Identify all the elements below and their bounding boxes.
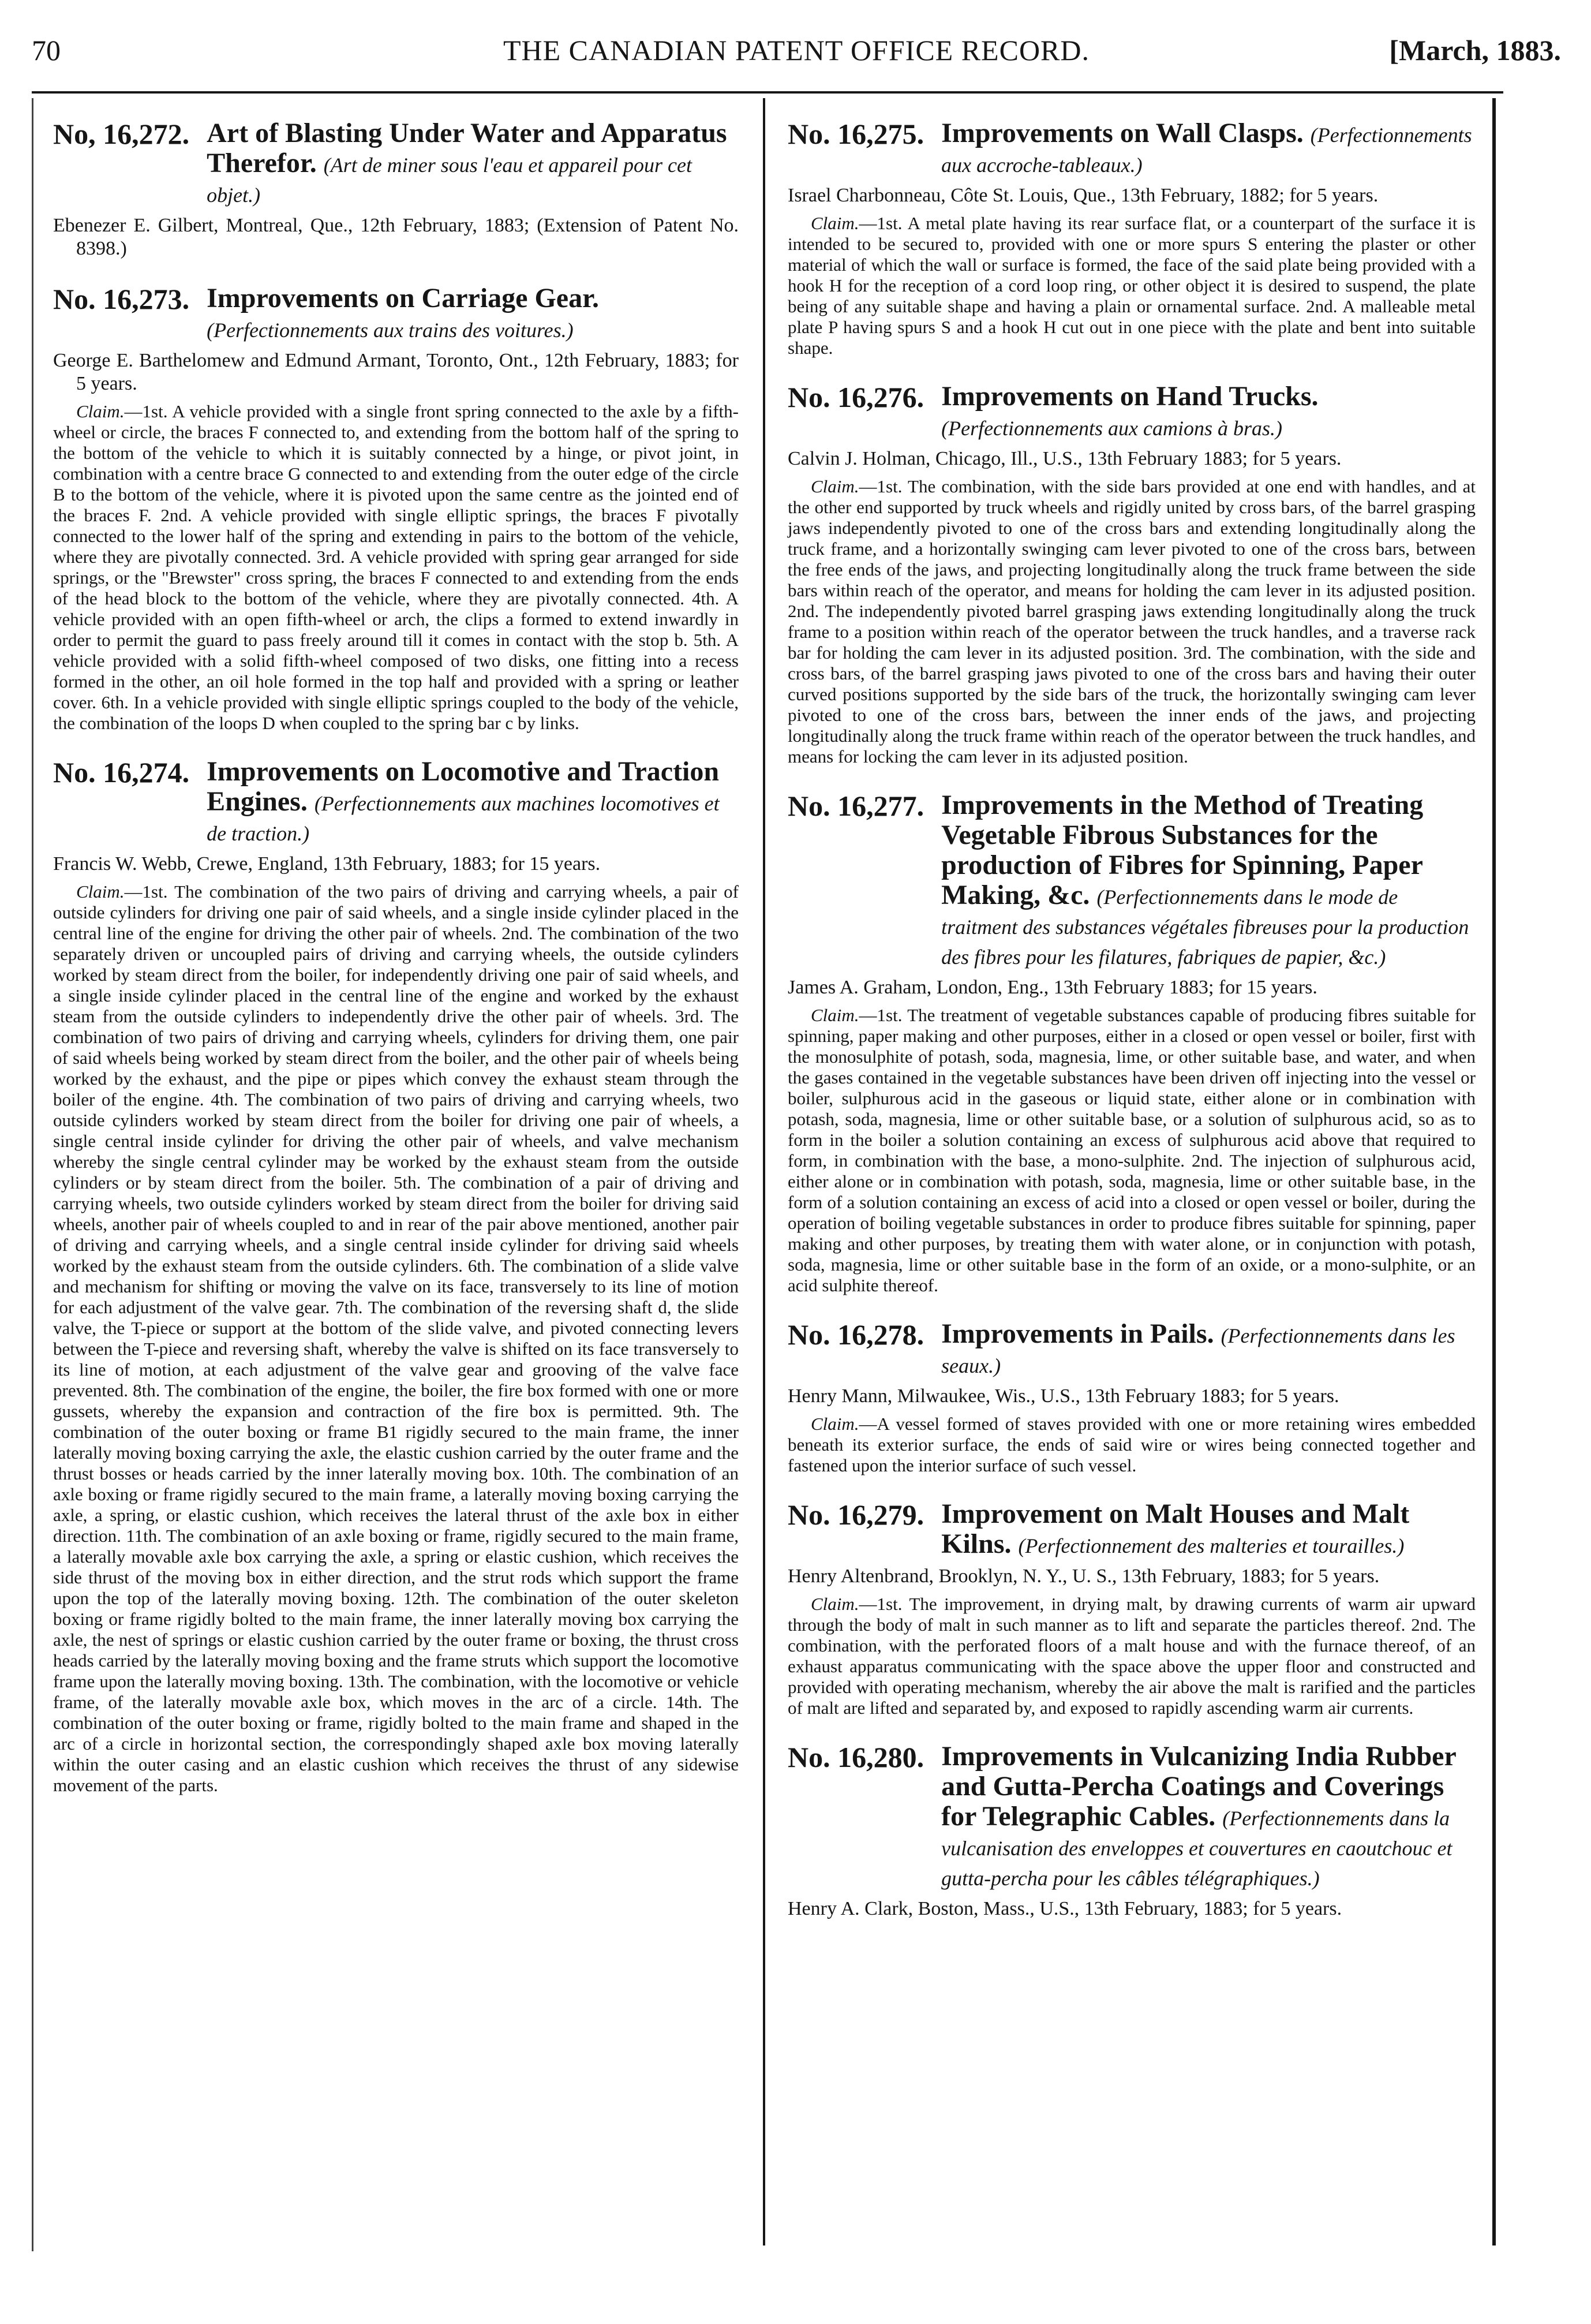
claim-body: —1st. The improvement, in drying malt, by drawing currents of warm air upward through the body of malt in such manner as to lift and separate the particles thereof. 2nd. The combination, with the perforated floors of a malt house and with the furnace thereof, of an exhaust apparatus communicating with the space above the upper floor and constructed and provided with operating mechanism, whereby the air above the malt is rarified and the particles of malt are lifted and separated by, and exposed to rapidly ascending warm air currents.: [788, 1594, 1476, 1718]
patent-title: [941, 1742, 1476, 1892]
patent-entry: [53, 757, 739, 1796]
claim-label: Claim.: [76, 401, 125, 421]
inventor-line: Francis W. Webb, Crewe, England, 13th February, 1883; for 15 years.: [53, 853, 601, 875]
patent-entry: [788, 790, 1476, 1296]
claim-text: [53, 881, 739, 1796]
patent-entry: [788, 382, 1476, 767]
patent-heading: [788, 382, 1476, 442]
french-title: (Perfectionnement des malteries et tourailles.): [1018, 1534, 1405, 1557]
page-frame-right-rule: [1492, 98, 1496, 2245]
patent-number: No. 16,274.: [53, 756, 190, 789]
inventor-line: George E. Barthelomew and Edmund Armant, Toronto, Ont., 12th February, 1883; for 5 years.: [53, 350, 739, 394]
running-head: [32, 33, 1561, 74]
french-title: (Perfectionnements aux machines locomotives et de traction.): [207, 792, 720, 845]
patent-title: [207, 283, 739, 343]
patent-title-block: [924, 790, 1476, 970]
patent-title-text: Improvements on Carriage Gear.: [207, 283, 600, 313]
claim-text: [788, 476, 1476, 767]
patent-number: No. 16,276.: [788, 381, 924, 413]
patent-title: [207, 757, 739, 847]
patent-number: No. 16,275.: [788, 118, 924, 150]
claim-text: [53, 401, 739, 734]
claim-label: Claim.: [811, 476, 859, 496]
french-title: (Perfectionnements dans les seaux.): [941, 1324, 1455, 1377]
claim-body: —1st. A metal plate having its rear surface flat, or a counterpart of the surface it is intended to be secured to, provided with one or more spurs S entering the plaster or other material of which the wall or surface is formed, the face of the said plate being provided with a hook H for the reception of a cord loop ring, or other object it is desired to suspend, the plate being of any suitable shape and having a plain or ornamental surface. 2nd. A malleable metal plate P having spurs S and a hook H cut out in one piece with the plate and bent into suitable shape.: [788, 213, 1476, 358]
claim-label: Claim.: [811, 1005, 859, 1025]
patent-heading: [788, 1742, 1476, 1892]
patent-title: [941, 790, 1476, 970]
issue-date: [March, 1883.: [1389, 34, 1561, 66]
claim-label: Claim.: [76, 881, 125, 902]
claim-label: Claim.: [811, 1414, 859, 1434]
patent-title-text: Art of Blasting Under Water and Apparatus Therefor.: [207, 118, 727, 178]
claim-label: Claim.: [811, 213, 859, 233]
patent-title: [207, 118, 739, 208]
claim-text: [788, 1414, 1476, 1476]
inventor-line: Israel Charbonneau, Côte St. Louis, Que., 13th February, 1882; for 5 years.: [788, 185, 1379, 206]
patent-entry: [788, 1319, 1476, 1476]
patent-title-block: [924, 1319, 1476, 1379]
claim-body: —1st. A vehicle provided with a single front spring connected to the axle by a fifth-wheel or circle, the braces F connected to, and extending from the bottom half of the spring to the bottom of the vehicle to which it is suitably connected by a hinge, or pivot joint, in combination with a centre brace G connected to and extending from the outer edge of the circle B to the bottom of the vehicle, where it is pivoted upon the same centre as the jointed end of the braces F. 2nd. A vehicle provided with single elliptic springs, the braces F pivotally connected to the lower half of the spring and extending in pairs to the bottom of the vehicle, where they are pivotally connected. 3rd. A vehicle provided with spring gear arranged for side springs, or the "Brewster" cross spring, the braces F connected to and extending from the ends of the head block to the bottom of the vehicle, where they are pivotally connected. 4th. A vehicle provided with an open fifth-wheel or arch, the clips a formed to extend inwardly in order to permit the guard to pass freely around till it comes in contact with the stop b. 5th. A vehicle provided with a solid fifth-wheel composed of two disks, one fitting into a recess formed in the other, an oil hole formed in the top half and provided with a spring or leather cover. 6th. In a vehicle provided with single elliptic springs coupled to the body of the vehicle, the combination of the loops D when coupled to the spring bar c by links.: [53, 401, 739, 733]
patent-title-text: Improvements in Vulcanizing India Rubber and Gutta-Percha Coatings and Coverings for Telegraphic Cables.: [941, 1741, 1456, 1832]
claim-text: [788, 213, 1476, 358]
patent-title-block: [189, 118, 739, 208]
inventor-line: Ebenezer E. Gilbert, Montreal, Que., 12th February, 1883; (Extension of Patent No. 8398.): [53, 215, 739, 259]
patent-number: No. 16,273.: [53, 283, 190, 315]
claim-body: —1st. The treatment of vegetable substances capable of producing fibres suitable for spinning, paper making and other purposes, either in a closed or open vessel or boiler, first with the monosulphite of potash, soda, magnesia, lime, or other suitable base, and water, and when the gases contained in the vegetable substances have been driven off injecting into the vessel or boiler, sulphurous acid in the gaseous or liquid state, either alone or in combination with potash, soda, magnesia, lime or other suitable base, or a solution of sulphurous acid, so as to form in the boiler a solution containing an excess of sulphurous acid above that required to form, in combination with the base, a mono-sulphite. 2nd. The injection of sulphurous acid, either alone or in combination with potash, soda, magnesia, lime or other suitable base, in the form of a solution containing an excess of acid into a closed or open vessel or boiler, during the operation of boiling vegetable substances in order to produce fibres suitable for spinning, paper making and other purposes, by treating them with water alone, or in conjunction with potash, soda, magnesia, lime or other suitable base in the form of an oxide, or a mono-sulphite, or an acid sulphite thereof.: [788, 1005, 1476, 1295]
patent-title-block: [189, 757, 739, 847]
inventor-line: Calvin J. Holman, Chicago, Ill., U.S., 13th February 1883; for 5 years.: [788, 448, 1342, 469]
patent-heading: [53, 283, 739, 343]
left-column: [53, 118, 739, 1819]
claim-body: —A vessel formed of staves provided with one or more retaining wires embedded beneath its exterior surface, the ends of said wire or wires being connected together and fastened upon the interior surface of such vessel.: [788, 1414, 1476, 1475]
french-title: (Perfectionnements dans la vulcanisation des enveloppes et couvertures en caoutchouc et gutta-percha pour les câbles télégraphiques.): [941, 1807, 1453, 1890]
claim-text: [788, 1005, 1476, 1296]
inventor-line: Henry Altenbrand, Brooklyn, N. Y., U. S., 13th February, 1883; for 5 years.: [788, 1565, 1380, 1587]
patent-title-text: Improvements in Pails.: [941, 1318, 1214, 1349]
patent-title-text: Improvements on Wall Clasps.: [941, 118, 1304, 148]
patent-title-block: [924, 1742, 1476, 1892]
patent-number: No, 16,272.: [53, 118, 190, 150]
patent-number: No. 16,278.: [788, 1318, 924, 1351]
right-column: [788, 118, 1476, 1944]
patent-entry: [53, 283, 739, 734]
patent-title: [941, 1499, 1476, 1559]
patent-entry: [788, 118, 1476, 358]
french-title: (Art de miner sous l'eau et appareil pour cet objet.): [207, 154, 692, 207]
french-title: (Perfectionnements aux camions à bras.): [941, 417, 1282, 440]
column-divider: [763, 98, 765, 2245]
patent-title-block: [924, 1499, 1476, 1559]
patent-title-block: [924, 382, 1476, 442]
patent-title: [941, 382, 1476, 442]
french-title: (Perfectionnements aux accroche-tableaux.): [941, 124, 1472, 177]
claim-text: [788, 1594, 1476, 1718]
french-title: (Perfectionnements dans le mode de traitment des substances végétales fibreuses pour la production des fibres pour les filatures, fabriques de papier, &c.): [941, 885, 1469, 969]
claim-body: —1st. The combination of the two pairs of driving and carrying wheels, a pair of outside cylinders for driving one pair of said wheels, and a single inside cylinder placed in the central line of the engine for driving the other pair of wheels. 2nd. The combination of the two separately driven or uncoupled pairs of driving and carrying wheels, the outside cylinders worked by steam direct from the boiler, for independently driving one pair of said wheels, and a single inside cylinder placed in the central line of the engine and worked by the exhaust steam from the outside cylinders to independently drive the other pair of wheels. 3rd. The combination of two pairs of driving and carrying wheels, cylinders for driving them, one pair of said wheels being worked by steam direct from the boiler, and the other pair of wheels being worked by the exhaust, and the pipe or pipes which convey the exhaust steam through the boiler of the engine. 4th. The combination of two pairs of driving and carrying wheels, two outside cylinders worked by steam direct from the boiler for driving one pair of wheels, a single central inside cylinder for driving the other pair of wheels, and valve mechanism whereby the single central cylinder may be worked by the exhaust steam from the outside cylinders or by steam direct from the boiler. 5th. The combination of a pair of driving and carrying wheels, two outside cylinders worked by steam direct from the boiler for driving said wheels, another pair of wheels coupled to and in rear of the pair above mentioned, another pair of driving and carrying wheels, and a single central inside cylinder for driving said wheels worked by the exhaust steam from the outside cylinders. 6th. The combination of a slide valve and mechanism for shifting or moving the valve on its face, transversely to its line of motion for each adjustment of the valve gear. 7th. The combination of the reversing shaft d, the slide valve, the T-piece or support at the bottom of the slide valve, and pivoted connecting levers between the T-piece and reversing shaft, whereby the valve is shifted on its face transversely to its line of motion, at each adjustment of the valve gear and grooving of the valve face prevented. 8th. The combination of the engine, the boiler, the fire box formed with one or more gussets, whereby the expansion and contraction of the fire box is permitted. 9th. The combination of the outer boxing or frame B1 rigidly secured to the main frame, the inner laterally moving boxing carrying the axle, the elastic cushion carried by the outer frame and the thrust bosses or heads carried by the inner laterally moving box. 10th. The combination of an axle boxing or frame rigidly secured to the main frame, a laterally moving boxing carrying the axle, a spring, or elastic cushion, which receives the lateral thrust of the axle box in either direction. 11th. The combination of an axle boxing or frame, rigidly secured to the main frame, a laterally movable axle box carrying the axle, a spring or elastic cushion, which receives the side thrust of the moving box in either direction, and the strut rods which support the frame upon the top of the laterally moving boxing. 12th. The combination of the outer skeleton boxing or frame rigidly bolted to the main frame, the inner laterally moving box carrying the axle, the nest of springs or elastic cushion carried by the outer frame or boxing, the thrust cross heads carried by the laterally moving boxing and the frame struts which support the locomotive frame upon the laterally moving boxing. 13th. The combination, with the locomotive or vehicle frame, of the laterally movable axle box, which moves in the arc of a circle. 14th. The combination of the outer boxing or frame, rigidly bolted to the main frame and shaped in the arc of a circle in horizontal section, the correspondingly shaped axle box moving laterally within the outer casing and an elastic cushion which receives the thrust of any sidewise movement of the parts.: [53, 881, 739, 1795]
patent-title-text: Improvements in the Method of Treating Vegetable Fibrous Substances for the production of Fibres for Spinning, Paper Making, &c.: [941, 790, 1424, 910]
patent-entry: [53, 118, 739, 260]
patent-entry: [788, 1499, 1476, 1718]
patent-heading: [788, 790, 1476, 970]
patent-number: No. 16,279.: [788, 1499, 924, 1531]
patent-heading: [788, 1319, 1476, 1379]
patent-number: No. 16,280.: [788, 1741, 924, 1773]
patent-heading: [53, 757, 739, 847]
patent-heading: [788, 1499, 1476, 1559]
inventor-line: Henry A. Clark, Boston, Mass., U.S., 13th February, 1883; for 5 years.: [788, 1898, 1342, 1919]
french-title: (Perfectionnements aux trains des voitures.): [207, 319, 574, 342]
patent-title-text: Improvements on Locomotive and Traction Engines.: [207, 756, 720, 817]
patent-title-block: [189, 283, 739, 343]
patent-entry: [788, 1742, 1476, 1921]
patent-number: No. 16,277.: [788, 790, 924, 822]
inventor-line: James A. Graham, London, Eng., 13th February 1883; for 15 years.: [788, 977, 1317, 998]
page-number: 70: [32, 34, 61, 66]
claim-body: —1st. The combination, with the side bars provided at one end with handles, and at the other end supported by truck wheels and rigidly united by cross bars, of the barrel grasping jaws independently pivoted to one of the cross bars and extending longitudinally along the truck frame, and a horizontally swinging cam lever pivoted to one of the cross bars, between the free ends of the jaws, and projecting longitudinally along the truck frame between the side bars within reach of the operator, and means for holding the cam lever in its adjusted position. 2nd. The independently pivoted barrel grasping jaws extending longitudinally along the truck frame to a position within reach of the operator between the truck handles, and a traverse rack bar for holding the cam lever in its adjusted position. 3rd. The combination, with the side and cross bars, of the barrel grasping jaws pivoted to one of the cross bars and having their outer curved positions supported by the side bars of the truck, the horizontally swinging cam lever pivoted to one of the cross bars, between the inner ends of the jaws, and projecting longitudinally along the truck frame within reach of the operator between the truck handles, and means for locking the cam lever in its adjusted position.: [788, 476, 1476, 767]
page-frame-left-rule: [32, 98, 33, 2251]
patent-title: [941, 118, 1476, 178]
claim-label: Claim.: [811, 1594, 859, 1614]
inventor-line: Henry Mann, Milwaukee, Wis., U.S., 13th February 1883; for 5 years.: [788, 1385, 1339, 1407]
patent-title: [941, 1319, 1476, 1379]
journal-title: THE CANADIAN PATENT OFFICE RECORD.: [503, 34, 1090, 66]
patent-heading: [788, 118, 1476, 178]
patent-title-block: [924, 118, 1476, 178]
patent-title-text: Improvements on Hand Trucks.: [941, 381, 1319, 412]
patent-title-text: Improvement on Malt Houses and Malt Kilns.: [941, 1499, 1410, 1559]
patent-heading: [53, 118, 739, 208]
